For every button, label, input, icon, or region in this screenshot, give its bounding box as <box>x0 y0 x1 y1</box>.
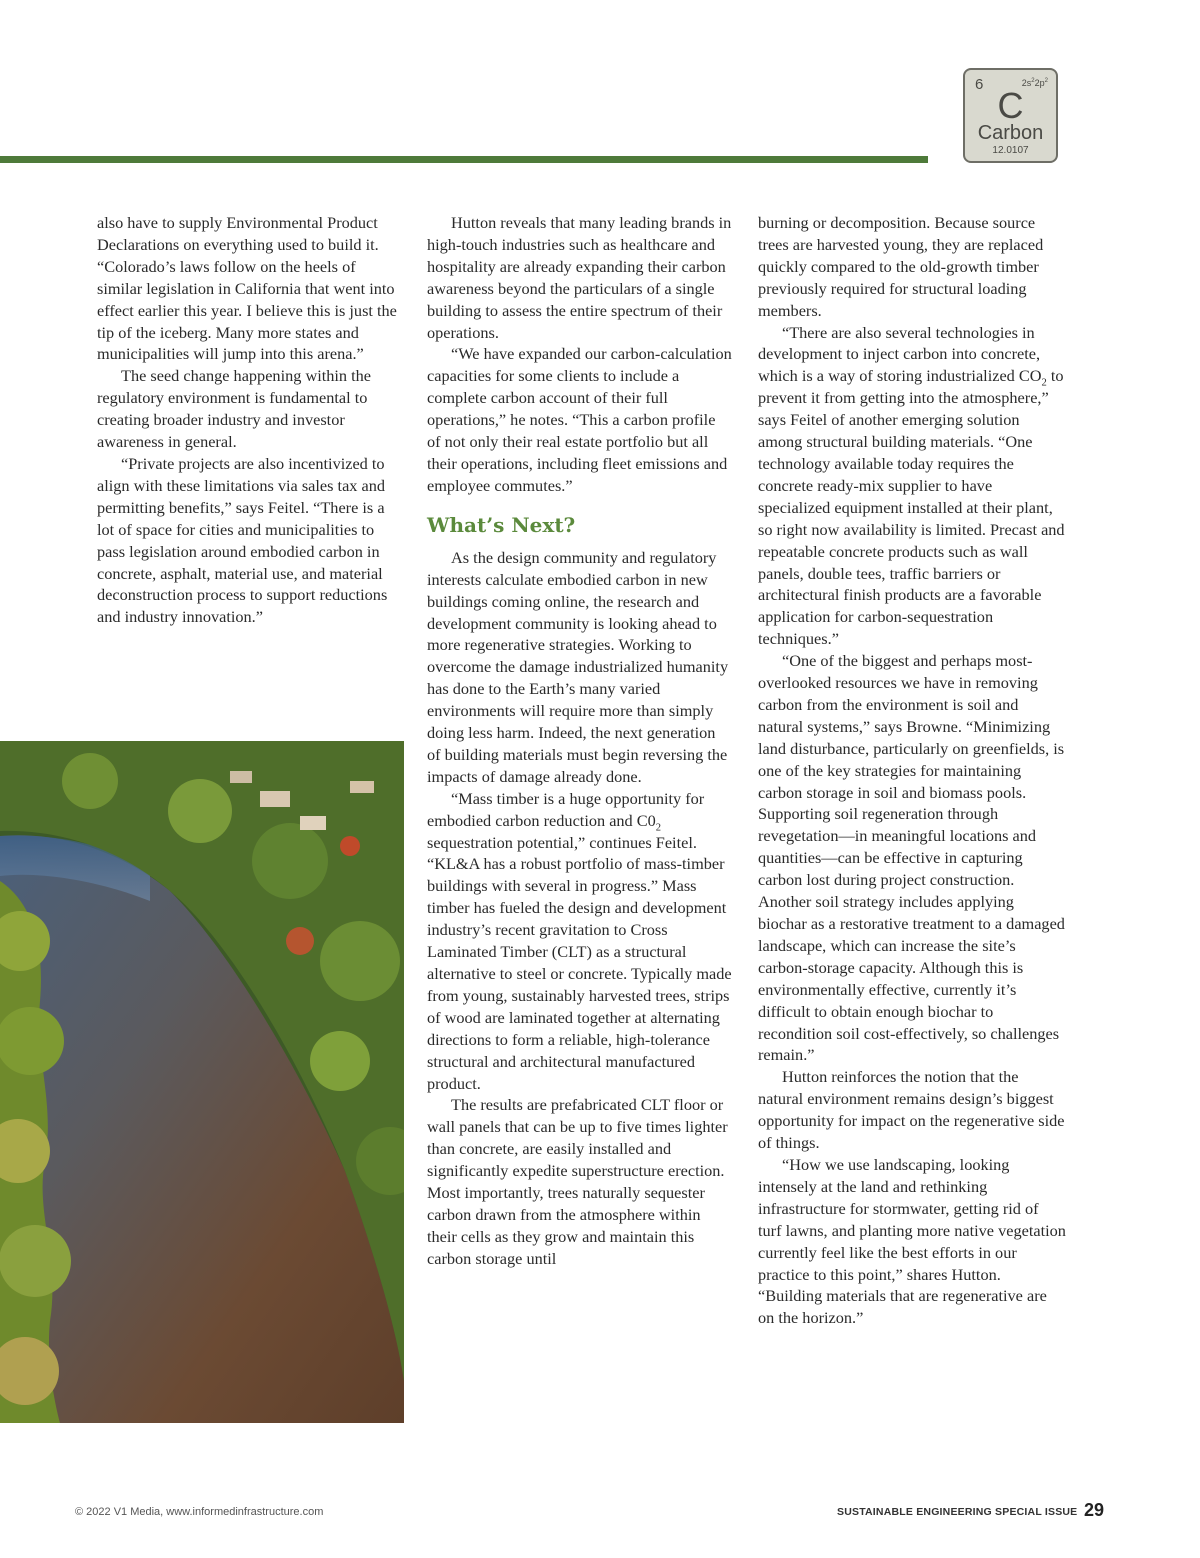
paragraph: Hutton reveals that many leading brands in high-touch industries such as healthcare and hospitality are already expanding their carbon awareness beyond the particulars of a single building to assess the entire spectrum of their operations. <box>427 213 732 342</box>
article-column-1 <box>97 212 403 628</box>
footer-issue-title: SUSTAINABLE ENGINEERING SPECIAL ISSUE <box>837 1506 1078 1518</box>
section-heading: What’s Next? <box>427 512 576 537</box>
paragraph: “Private projects are also incentivized to align with these limitations via sales tax and permitting benefits,” says Feitel. “There is a lot of space for cities and municipalities to pass legislation around embodied carbon in concrete, asphalt, material use, and material deconstruction process to support reductions and industry innovation.” <box>97 453 388 627</box>
paragraph: “We have expanded our carbon-calculation capacities for some clients to include a complete carbon account of their full operations,” he notes. “This a carbon profile of not only their real estate portfolio but all their operations, including fleet emissions and employee commutes.” <box>427 344 732 495</box>
paragraph: The seed change happening within the regulatory environment is fundamental to creating broader industry and investor awareness in general. <box>97 366 372 452</box>
paragraph: The results are prefabricated CLT floor or wall panels that can be up to five times lighter than concrete, are easily installed and significantly expedite superstructure erection. Most importantly, trees naturally sequester carbon drawn from the atmosphere within their cells as they grow and maintain this carbon storage until <box>427 1095 728 1268</box>
element-symbol: C <box>997 85 1024 126</box>
header-green-rule <box>0 156 928 163</box>
article-column-3 <box>758 212 1066 1329</box>
paragraph: Hutton reinforces the notion that the natural environment remains design’s biggest opportunity for impact on the regenerative side of things. <box>758 1067 1065 1153</box>
element-name: Carbon <box>977 122 1044 144</box>
paragraph: “Mass timber is a huge opportunity for embodied carbon reduction and $C0_2$ sequestration potential,” continues Feitel. “KL&A has a robust portfolio of mass-timber buildings with several in progress.” Mass timber has fueled the design and development industry’s recent gravitation to Cross Laminated Timber (CLT) as a structural alternative to steel or concrete. Typically made from young, sustainably harvested trees, strips of wood are laminated together at alternating directions to form a reliable, high-tolerance structural and architectural manufactured product. <box>427 788 732 1093</box>
paragraph: “There are also several technologies in development to inject carbon into concrete, which is a way of storing industrialized $CO_2$ to prevent it from getting into the atmosphere,” says Feitel of another emerging solution among structural building materials. “One technology available today requires the concrete ready-mix supplier to have specialized equipment installed at their plant, so right now availability is limited. Precast and repeatable concrete products such as wall panels, double tees, traffic barriers or architectural finish products are a favorable application for carbon-sequestration techniques.” <box>758 322 1065 649</box>
paragraph: As the design community and regulatory interests calculate embodied carbon in new buildings coming online, the research and development community is looking ahead to more regenerative strategies. Working to overcome the damage industrialized humanity has done to the Earth’s many varied environments will require more than simply doing less harm. Indeed, the next generation of building materials must begin reversing the impacts of damage already done. <box>427 547 729 786</box>
electron-configuration: $2s^22p^2$ <box>1021 78 1048 88</box>
paragraph: also have to supply Environmental Product Declarations on everything used to build it. “Colorado’s laws follow on the heels of similar legislation in California that went into effect earlier this year. I believe this is just the tip of the iceberg. Many more states and municipalities will jump into this arena.” <box>97 213 397 364</box>
periodic-element-tile <box>963 68 1058 163</box>
paragraph: “How we use landscaping, looking intensely at the land and rethinking infrastructure for stormwater, getting rid of turf lawns, and planting more native vegetation currently feel like the best efforts in our practice to this point,” shares Hutton. “Building materials that are regenerative are on the horizon.” <box>758 1154 1066 1328</box>
aerial-river-photo <box>0 741 404 1423</box>
atomic-number: 6 <box>975 76 984 93</box>
atomic-mass: 12.0107 <box>992 145 1029 156</box>
footer-copyright: © 2022 V1 Media, www.informedinfrastructure.com <box>75 1506 324 1518</box>
paragraph: “One of the biggest and perhaps most-overlooked resources we have in removing carbon from the environment is soil and natural systems,” says Browne. “Minimizing land disturbance, particularly on greenfields, is one of the key strategies for maintaining carbon storage in soil and biomass pools. Supporting soil regeneration through revegetation—in meaningful locations and quantities—can be effective in capturing carbon lost during project construction. Another soil strategy includes applying biochar as a restorative treatment to a damaged landscape, which can increase the site’s carbon-storage capacity. Although this is environmentally effective, currently it’s difficult to obtain enough biochar to recondition soil cost-effectively, so challenges remain.” <box>758 651 1065 1065</box>
article-column-2 <box>427 212 733 1270</box>
page-number: 29 <box>1084 1500 1105 1520</box>
paragraph: burning or decomposition. Because source trees are harvested young, they are replaced quickly compared to the old-growth timber previously required for structural loading members. <box>758 213 1044 320</box>
